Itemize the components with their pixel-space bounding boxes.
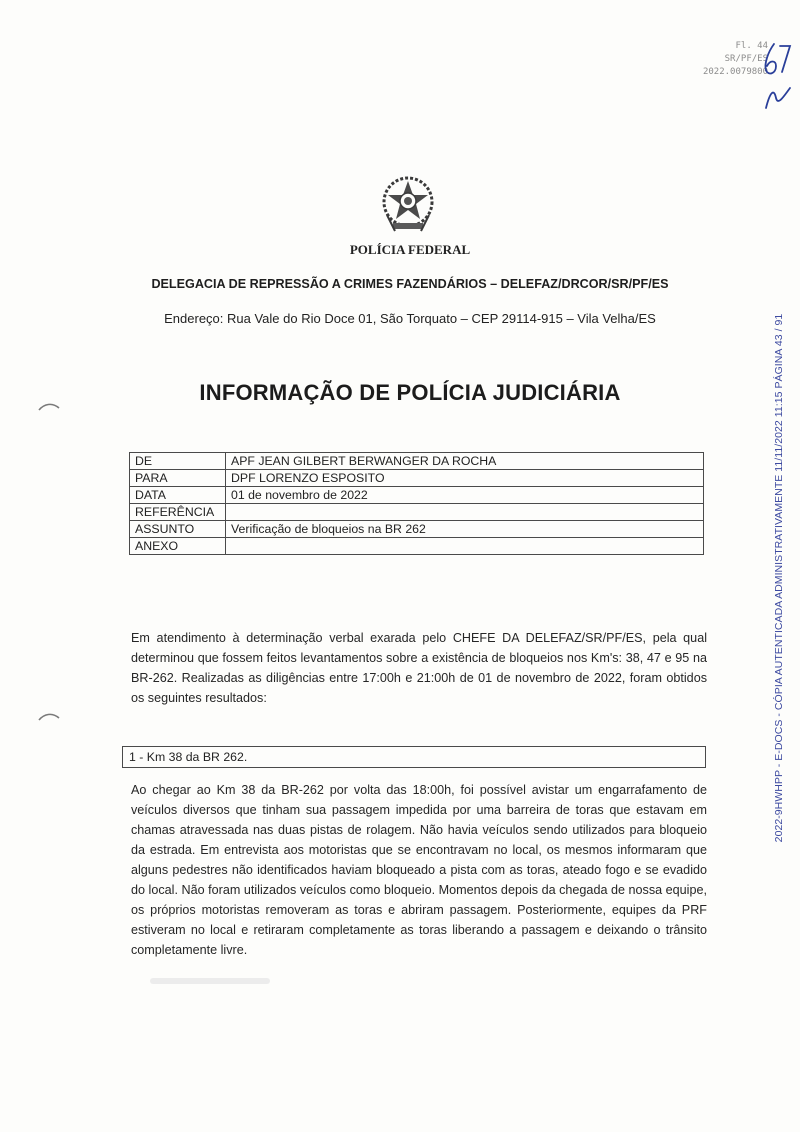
protocol-stamp [668, 40, 768, 79]
faint-bleed-through [150, 978, 270, 984]
row-value-assunto: Verificação de bloqueios na BR 262 [226, 521, 704, 538]
row-value-para: DPF LORENZO ESPOSITO [226, 470, 704, 487]
punch-mark-top [38, 402, 60, 412]
table-row [130, 521, 704, 538]
table-row [130, 470, 704, 487]
stamp-process-number: 2022.0079800 [702, 67, 768, 77]
row-value-anexo [226, 538, 704, 555]
document-title: INFORMAÇÃO DE POLÍCIA JUDICIÁRIA [199, 380, 621, 405]
row-label-referencia: REFERÊNCIA [130, 504, 226, 521]
table-row [130, 538, 704, 555]
section-body-paragraph: Ao chegar ao Km 38 da BR-262 por volta das 18:00h, foi possível avistar um engarrafamento de veículos diversos que tinham sua passagem impedida por uma barreira de toras que estavam em chamas atravessada nas duas pistas de rolagem. Não havia veículos sendo utilizados para bloqueio da estrada. Em entrevista aos motoristas que se encontravam no local, os mesmos informaram que alguns pedestres não identificados haviam bloqueado a pista com as toras, ateado fogo e se evadido do local. Não foram utilizados veículos como bloqueio. Momentos depois da chegada de nossa equipe, os próprios motoristas removeram as toras e abriram passagem. Posteriormente, equipes da PRF estiveram no local e retiraram completamente as toras liberando a passagem e deixando o trânsito completamente livre. [131, 783, 707, 957]
authentication-side-text: 2022-9HWHPP - E-DOCS - CÓPIA AUTENTICADA ADMINISTRATIVAMENTE 11/11/2022 11:15 PÁGINA 43 / 91 [773, 313, 785, 843]
table-row [130, 453, 704, 470]
punch-mark-bottom [38, 712, 60, 722]
row-value-de: APF JEAN GILBERT BERWANGER DA ROCHA [226, 453, 704, 470]
row-label-para: PARA [130, 470, 226, 487]
memo-header-table [129, 452, 704, 555]
agency-name: POLÍCIA FEDERAL [349, 242, 471, 257]
row-value-data: 01 de novembro de 2022 [226, 487, 704, 504]
stamp-unit: SR/PF/ES [724, 54, 768, 64]
table-row [130, 487, 704, 504]
row-label-data: DATA [130, 487, 226, 504]
handwritten-page-number [760, 38, 796, 118]
row-label-assunto: ASSUNTO [130, 521, 226, 538]
stamp-sheet-number: Fl. 44 [735, 41, 768, 51]
row-label-anexo: ANEXO [130, 538, 226, 555]
department-name: DELEGACIA DE REPRESSÃO A CRIMES FAZENDÁRIOS – DELEFAZ/DRCOR/SR/PF/ES [151, 277, 669, 291]
section-heading: 1 - Km 38 da BR 262. [122, 746, 706, 768]
row-value-referencia [226, 504, 704, 521]
agency-address: Endereço: Rua Vale do Rio Doce 01, São Torquato – CEP 29114-915 – Vila Velha/ES [164, 311, 656, 326]
coat-of-arms-icon [381, 175, 435, 235]
table-row [130, 504, 704, 521]
intro-paragraph: Em atendimento à determinação verbal exarada pelo CHEFE DA DELEFAZ/SR/PF/ES, pela qual determinou que fossem feitos levantamentos sobre a existência de bloqueios nos Km's: 38, 47 e 95 na BR-262. Realizadas as diligências entre 17:00h e 21:00h de 01 de novembro de 2022, foram obtidos os seguintes resultados: [131, 631, 707, 705]
row-label-de: DE [130, 453, 226, 470]
